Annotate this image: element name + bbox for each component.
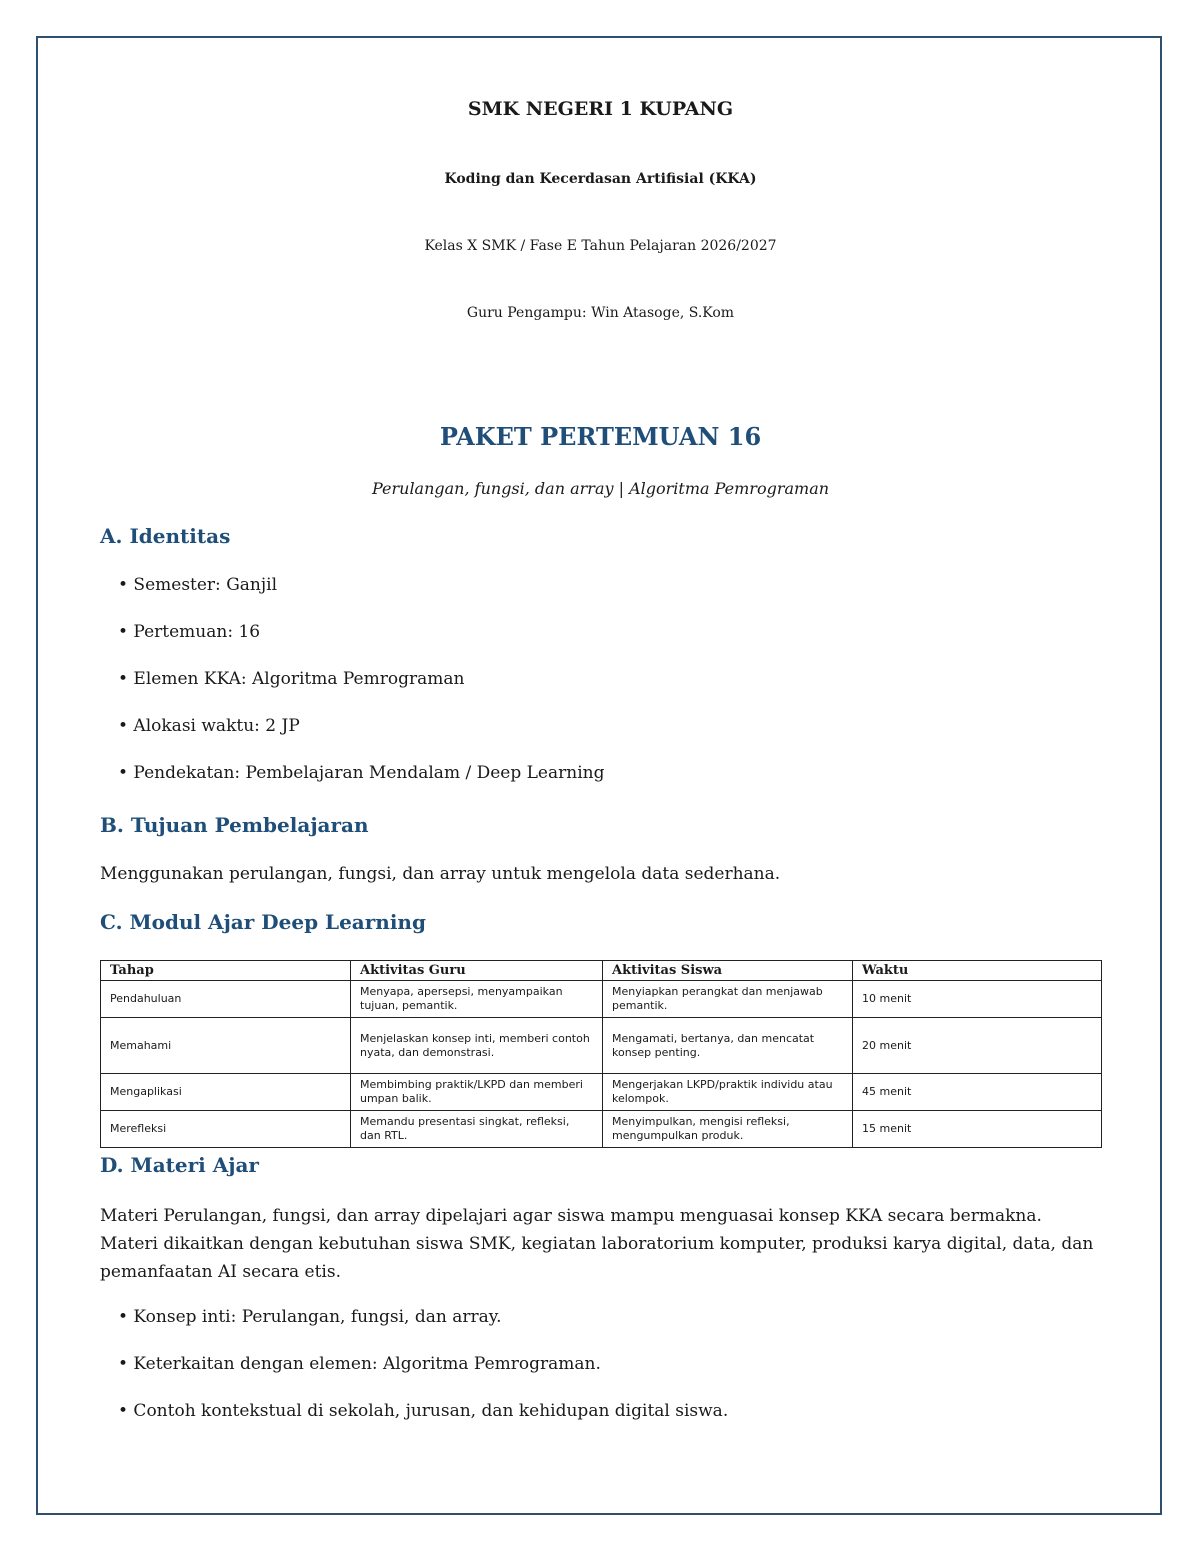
table-cell: Menyiapkan perangkat dan menjawab pemantik. [603, 981, 853, 1018]
table-cell: Memandu presentasi singkat, refleksi, dan RTL. [351, 1111, 603, 1148]
teacher-name: Guru Pengampu: Win Atasoge, S.Kom [466, 305, 735, 321]
list-item: • Alokasi waktu: 2 JP [118, 716, 300, 736]
subject-title: Koding dan Kecerdasan Artifisial (KKA) [444, 171, 757, 187]
school-name: SMK NEGERI 1 KUPANG [467, 98, 734, 120]
column-header: Tahap [101, 961, 351, 981]
table-cell: Membimbing praktik/LKPD dan memberi umpan balik. [351, 1074, 603, 1111]
table-cell: Menyimpulkan, mengisi refleksi, mengumpulkan produk. [603, 1111, 853, 1148]
materi-paragraph: Materi Perulangan, fungsi, dan array dipelajari agar siswa mampu menguasai konsep KKA secara bermakna. Materi dikaitkan dengan kebutuhan siswa SMK, kegiatan laboratorium komputer, produksi karya digital, data, dan pemanfaatan AI secara etis. [100, 1206, 1094, 1282]
table-cell: Menjelaskan konsep inti, memberi contoh nyata, dan demonstrasi. [351, 1018, 603, 1074]
class-info: Kelas X SMK / Fase E Tahun Pelajaran 2026/2027 [424, 238, 777, 254]
table-row [101, 1018, 1102, 1074]
paket-title: PAKET PERTEMUAN 16 [439, 422, 762, 451]
column-header: Waktu [853, 961, 1102, 981]
table-header-row [101, 961, 1102, 981]
paket-subtitle: Perulangan, fungsi, dan array | Algoritma Pemrograman [371, 479, 830, 498]
section-heading-tujuan: B. Tujuan Pembelajaran [100, 813, 369, 837]
list-item: • Semester: Ganjil [118, 575, 278, 595]
table-cell: Merefleksi [101, 1111, 351, 1148]
table-cell: 45 menit [853, 1074, 1102, 1111]
table-cell: 10 menit [853, 981, 1102, 1018]
section-heading-materi: D. Materi Ajar [100, 1153, 259, 1177]
table-cell: Pendahuluan [101, 981, 351, 1018]
list-item: • Keterkaitan dengan elemen: Algoritma Pemrograman. [118, 1354, 601, 1374]
table-row [101, 981, 1102, 1018]
list-item: • Konsep inti: Perulangan, fungsi, dan array. [118, 1307, 502, 1327]
table-cell: 15 menit [853, 1111, 1102, 1148]
modul-table [100, 960, 1102, 1148]
list-item: • Pendekatan: Pembelajaran Mendalam / Deep Learning [118, 763, 605, 783]
column-header: Aktivitas Siswa [603, 961, 853, 981]
list-item: • Elemen KKA: Algoritma Pemrograman [118, 669, 465, 689]
tujuan-text: Menggunakan perulangan, fungsi, dan array untuk mengelola data sederhana. [100, 864, 781, 884]
list-item: • Pertemuan: 16 [118, 622, 261, 642]
list-item: • Contoh kontekstual di sekolah, jurusan, dan kehidupan digital siswa. [118, 1401, 729, 1421]
section-heading-modul: C. Modul Ajar Deep Learning [100, 910, 426, 934]
column-header: Aktivitas Guru [351, 961, 603, 981]
table-cell: Memahami [101, 1018, 351, 1074]
table-row [101, 1111, 1102, 1148]
table-cell: Menyapa, apersepsi, menyampaikan tujuan, pemantik. [351, 981, 603, 1018]
table-cell: Mengerjakan LKPD/praktik individu atau kelompok. [603, 1074, 853, 1111]
table-row [101, 1074, 1102, 1111]
table-cell: Mengaplikasi [101, 1074, 351, 1111]
table-cell: 20 menit [853, 1018, 1102, 1074]
table-cell: Mengamati, bertanya, dan mencatat konsep penting. [603, 1018, 853, 1074]
section-heading-identitas: A. Identitas [100, 524, 231, 548]
